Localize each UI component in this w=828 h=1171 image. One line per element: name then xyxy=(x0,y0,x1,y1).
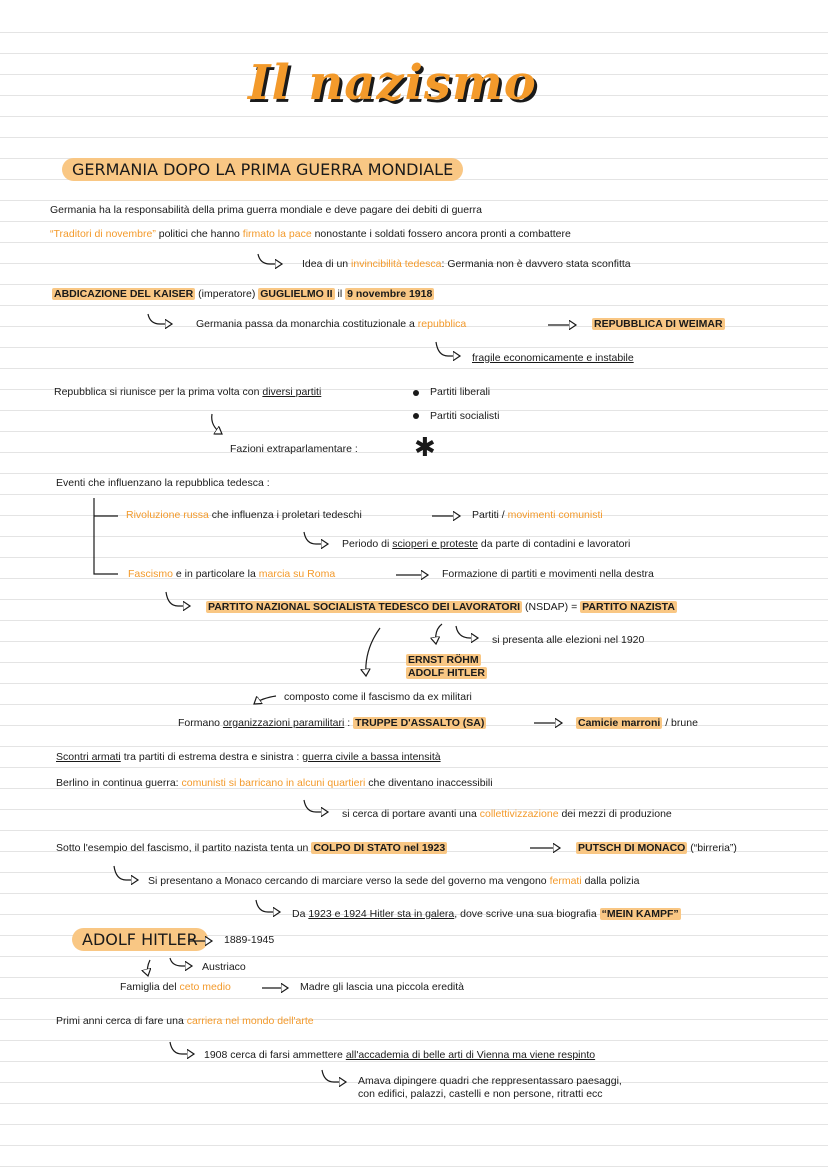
scioperi-term: scioperi e proteste xyxy=(392,538,478,550)
line-dipingere-2: con edifici, palazzi, castelli e non persone, ritratti ecc xyxy=(358,1088,603,1100)
page-title: Il nazismo xyxy=(248,55,537,111)
fermati-term: fermati xyxy=(549,875,582,887)
ceto-term: ceto medio xyxy=(179,981,231,993)
section-heading-hitler: ADOLF HITLER xyxy=(72,928,208,951)
arrow xyxy=(366,628,380,676)
rohm-term: ERNST RÖHM xyxy=(408,654,479,666)
bullet-socialisti: Partiti socialisti xyxy=(430,410,500,422)
repubblica-term: repubblica xyxy=(417,318,467,330)
section-heading-germania: GERMANIA DOPO LA PRIMA GUERRA MONDIALE xyxy=(62,158,463,181)
arrow xyxy=(304,800,328,812)
arrow xyxy=(258,254,282,264)
text: Repubblica si riunisce per la prima volta con xyxy=(54,386,263,398)
text: (NSDAP) = xyxy=(522,601,581,613)
arrow xyxy=(166,592,190,606)
text: , dove scrive una sua biografia xyxy=(454,908,600,920)
text: nonostante i soldati fossero ancora pronti a combattere xyxy=(311,228,571,240)
line-elezioni: si presenta alle elezioni nel 1920 xyxy=(492,634,645,646)
text: che diventano inaccessibili xyxy=(365,777,493,789)
text: Famiglia del xyxy=(120,981,180,993)
line-responsabilita: Germania ha la responsabilità della prima guerra mondiale e deve pagare dei debiti di guerra xyxy=(50,204,482,216)
invincibilita-term: invincibilità tedesca xyxy=(351,258,442,270)
line-austriaco: Austriaco xyxy=(202,961,246,973)
colpo-term: COLPO DI STATO nel 1923 xyxy=(313,842,446,854)
arrow xyxy=(436,624,442,644)
text: : xyxy=(344,717,354,729)
text: si cerca di portare avanti una xyxy=(342,808,480,820)
carriera-term: carriera nel mondo dell'arte xyxy=(186,1015,314,1027)
guglielmo-term: GUGLIELMO II xyxy=(260,288,333,300)
arrow xyxy=(147,960,150,976)
arrow xyxy=(114,866,138,880)
galera-term: 1923 e 1924 Hitler sta in galera xyxy=(308,908,455,920)
arrow xyxy=(170,1042,194,1054)
text: che influenza i proletari tedeschi xyxy=(208,509,362,521)
text: Periodo di xyxy=(342,538,393,550)
text: Sotto l'esempio del fascismo, il partito nazista tenta un xyxy=(56,842,312,854)
text: / brune xyxy=(662,717,698,729)
line-destra: Formazione di partiti e movimenti nella destra xyxy=(442,568,654,580)
text: Si presentano a Monaco cercando di marciare verso la sede del governo ma vengono xyxy=(148,875,550,887)
abdicazione-term: ABDICAZIONE DEL KAISER xyxy=(54,288,194,300)
text: : Germania non è davvero stata sconfitta xyxy=(441,258,631,270)
line-dipingere-1: Amava dipingere quadri che reppresentassaro paesaggi, xyxy=(358,1075,622,1087)
text: Idea di un xyxy=(302,258,352,270)
text: politici che hanno xyxy=(155,228,243,240)
arrow xyxy=(456,626,478,638)
line-composto: composto come il fascismo da ex militari xyxy=(284,691,472,703)
sa-term: TRUPPE D'ASSALTO (SA) xyxy=(355,717,485,729)
text: 1908 cerca di farsi ammettere xyxy=(204,1049,346,1061)
putsch-term: PUTSCH DI MONACO xyxy=(578,842,686,854)
text: Formano xyxy=(178,717,223,729)
asterisk-icon: ✱ xyxy=(414,432,436,462)
scontri-term: Scontri armati xyxy=(56,751,121,763)
text: Germania passa da monarchia costituzionale a xyxy=(196,318,418,330)
text: dalla polizia xyxy=(581,875,640,887)
line-fazioni: Fazioni extraparlamentare : xyxy=(230,443,358,455)
text: dei mezzi di produzione xyxy=(558,808,672,820)
line-madre: Madre gli lascia una piccola eredità xyxy=(300,981,465,993)
text: (“birreria”) xyxy=(687,842,737,854)
rivoluzione-term: Rivoluzione russa xyxy=(126,509,209,521)
text: Da xyxy=(292,908,309,920)
line-eventi: Eventi che influenzano la repubblica tedesca : xyxy=(56,477,270,489)
accademia-term: all'accademia di belle arti di Vienna ma viene respinto xyxy=(345,1049,596,1061)
fascismo-term: Fascismo xyxy=(128,568,173,580)
barricano-term: comunisti si barricano in alcuni quartieri xyxy=(181,777,366,789)
paramilitari-term: organizzazioni paramilitari xyxy=(222,717,345,729)
arrow xyxy=(170,958,192,966)
arrow xyxy=(304,532,328,544)
diversi-partiti: diversi partiti xyxy=(262,386,322,398)
text: (imperatore) xyxy=(195,288,259,300)
hitler-term: ADOLF HITLER xyxy=(408,667,485,679)
weimar-term: REPUBBLICA DI WEIMAR xyxy=(594,318,723,330)
arrow xyxy=(436,342,460,356)
text: Berlino in continua guerra: xyxy=(56,777,182,789)
arrow xyxy=(148,314,172,324)
text: Partiti / xyxy=(472,509,508,521)
bracket-tree xyxy=(94,498,118,574)
arrow xyxy=(256,900,280,912)
line-fragile: fragile economicamente e instabile xyxy=(472,352,634,364)
text: il xyxy=(334,288,346,300)
mein-kampf-term: “MEIN KAMPF” xyxy=(601,908,679,920)
collettivizzazione-term: collettivizzazione xyxy=(479,808,559,820)
nsdap-term: PARTITO NAZIONAL SOCIALISTA TEDESCO DEI LAVORATORI xyxy=(208,601,521,613)
camicie-term: Camicie marroni xyxy=(578,717,661,729)
firmato-term: firmato la pace xyxy=(242,228,312,240)
partito-nazista-term: PARTITO NAZISTA xyxy=(582,601,675,613)
arrow xyxy=(254,696,276,704)
text: e in particolare la xyxy=(172,568,259,580)
text: da parte di contadini e lavoratori xyxy=(478,538,631,550)
traditori-term: “Traditori di novembre” xyxy=(50,228,156,240)
line-years: 1889-1945 xyxy=(224,934,275,946)
arrow xyxy=(212,414,222,434)
text: Primi anni cerca di fare una xyxy=(56,1015,187,1027)
comunisti-term: movimenti comunisti xyxy=(507,509,603,521)
text: tra partiti di estrema destra e sinistra : xyxy=(120,751,303,763)
arrow xyxy=(322,1070,346,1082)
date-term: 9 novembre 1918 xyxy=(347,288,433,300)
marcia-term: marcia su Roma xyxy=(258,568,336,580)
bullet-liberali: Partiti liberali xyxy=(430,386,491,398)
guerra-civile-term: guerra civile a bassa intensità xyxy=(302,751,441,763)
